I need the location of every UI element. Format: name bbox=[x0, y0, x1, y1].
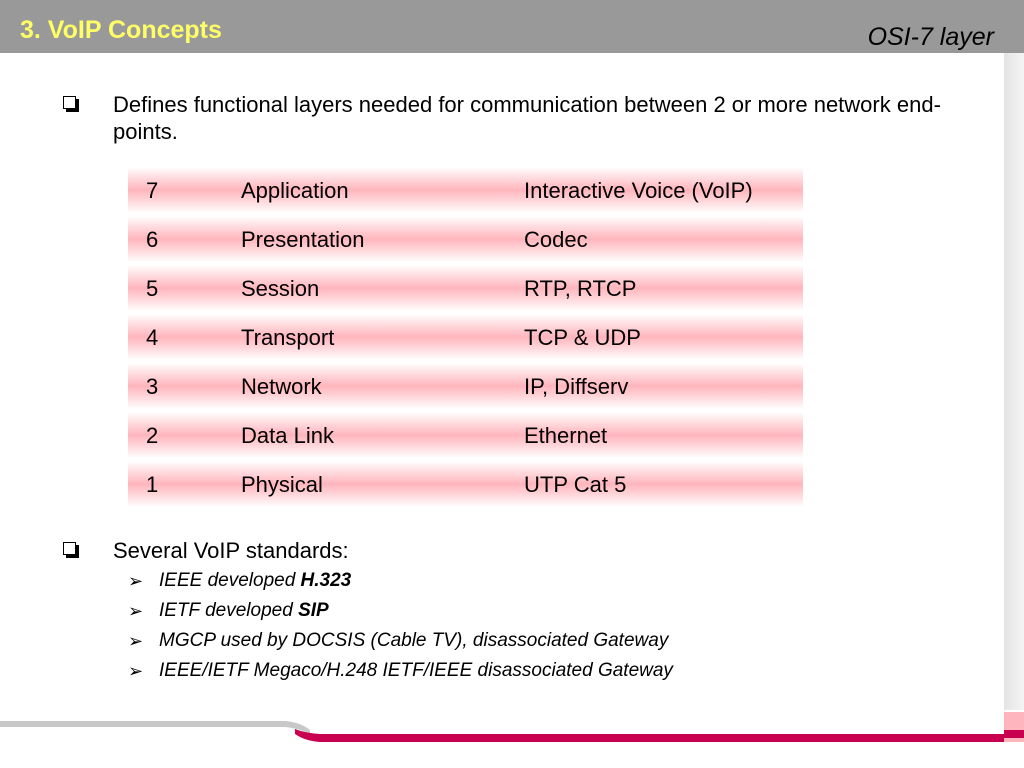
arrowhead-bullet-icon: ➢ bbox=[128, 571, 144, 591]
layer-name: Application bbox=[241, 178, 349, 203]
table-row bbox=[128, 461, 803, 507]
layer-name: Session bbox=[241, 276, 320, 301]
layer-protocol: RTP, RTCP bbox=[524, 276, 637, 301]
layer-name: Transport bbox=[241, 325, 335, 350]
table-row bbox=[128, 363, 803, 409]
standard-name: SIP bbox=[298, 600, 329, 621]
arrowhead-bullet-icon: ➢ bbox=[128, 601, 144, 621]
layer-name: Network bbox=[241, 374, 322, 399]
layer-number: 4 bbox=[146, 325, 159, 350]
layer-name: Presentation bbox=[241, 227, 365, 252]
layer-number: 3 bbox=[146, 374, 159, 399]
layer-name: Data Link bbox=[241, 423, 334, 448]
square-bullet-icon bbox=[63, 96, 76, 109]
bullet-text: Several VoIP standards: bbox=[113, 538, 349, 563]
slide-subtitle: OSI-7 layer bbox=[867, 23, 994, 51]
layer-name: Physical bbox=[241, 472, 323, 497]
arrowhead-bullet-icon: ➢ bbox=[128, 631, 144, 651]
layer-protocol: Codec bbox=[524, 227, 588, 252]
layer-protocol: TCP & UDP bbox=[524, 325, 641, 350]
bullet-item bbox=[63, 91, 943, 151]
square-bullet-icon bbox=[63, 542, 76, 555]
layer-number: 2 bbox=[146, 423, 159, 448]
footer-gray-swoosh bbox=[0, 721, 310, 734]
table-row bbox=[128, 265, 803, 311]
table-row bbox=[128, 216, 803, 262]
table-row bbox=[128, 314, 803, 360]
footer-decoration bbox=[0, 712, 1024, 742]
side-strip bbox=[1004, 53, 1024, 710]
arrowhead-bullet-icon: ➢ bbox=[128, 661, 144, 681]
sub-bullet-text: IEEE developed H.323 bbox=[159, 570, 352, 591]
footer-accent-stripe bbox=[295, 729, 1004, 742]
slide-title: 3. VoIP Concepts bbox=[20, 16, 222, 44]
layer-number: 7 bbox=[146, 178, 159, 203]
sub-bullet-text: IETF developed SIP bbox=[159, 600, 329, 621]
bullet-text: Defines functional layers needed for communication between 2 or more network end-points. bbox=[113, 92, 941, 144]
sub-bullet-text: MGCP used by DOCSIS (Cable TV), disassociated Gateway bbox=[159, 630, 669, 651]
layer-number: 6 bbox=[146, 227, 159, 252]
layer-protocol: IP, Diffserv bbox=[524, 374, 629, 399]
osi-layer-table bbox=[128, 167, 803, 510]
layer-protocol: Interactive Voice (VoIP) bbox=[524, 178, 753, 203]
layer-number: 1 bbox=[146, 472, 159, 497]
standard-name: H.323 bbox=[300, 570, 352, 591]
table-row bbox=[128, 412, 803, 458]
sub-bullet-text: IEEE/IETF Megaco/H.248 IETF/IEEE disassociated Gateway bbox=[159, 660, 673, 681]
table-row bbox=[128, 167, 803, 213]
bullet-item bbox=[63, 537, 763, 567]
layer-protocol: Ethernet bbox=[524, 423, 608, 448]
layer-number: 5 bbox=[146, 276, 159, 301]
layer-protocol: UTP Cat 5 bbox=[524, 472, 627, 497]
